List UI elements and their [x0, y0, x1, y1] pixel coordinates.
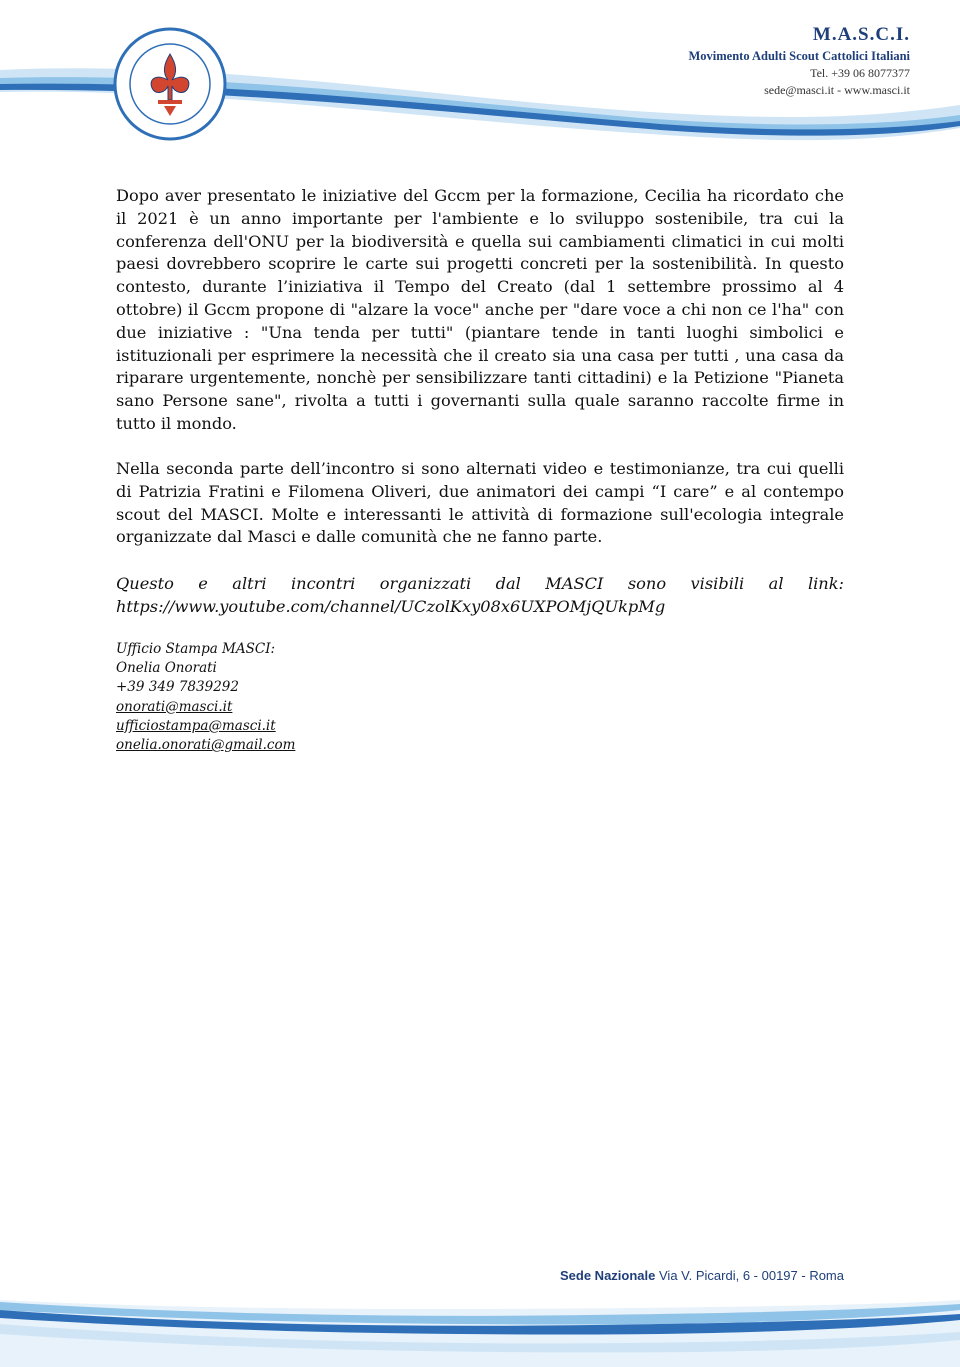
body-paragraph-link[interactable]: Questo e altri incontri organizzati dal MASCI sono visibili al link: https://www.youtube.com/channel/UCzolKxy08x6UXPOMjQUkpMg	[116, 574, 844, 616]
org-name: Movimento Adulti Scout Cattolici Italiani	[688, 49, 910, 63]
org-phone: Tel. +39 06 8077377	[810, 66, 910, 80]
footer-address-text: Via V. Picardi, 6 - 00197 - Roma	[659, 1268, 844, 1283]
footer-label: Sede Nazionale	[560, 1268, 656, 1283]
email-link-1[interactable]: onorati@masci.it	[116, 698, 233, 715]
footer-wave-decoration	[0, 1280, 960, 1367]
email-link-2[interactable]: ufficiostampa@masci.it	[116, 717, 276, 734]
email-link-3[interactable]: onelia.onorati@gmail.com	[116, 737, 296, 754]
press-contact-name: Onelia Onorati	[116, 660, 217, 677]
org-acronym: M.A.S.C.I.	[812, 24, 910, 45]
press-office-label: Ufficio Stampa MASCI:	[116, 641, 276, 657]
press-office-contacts	[116, 640, 295, 755]
press-contact-phone: +39 349 7839292	[116, 679, 239, 696]
body-paragraph-2: Nella seconda parte dell’incontro si sono alternati video e testimonianze, tra cui quelli di Patrizia Fratini e Filomena Oliveri, due animatori dei campi “I care” e al contempo scout del MASCI. Molte e interessanti le attività di formazione sull'ecologia integrale organizzate dal Masci e dalle comunità che ne fanno parte.	[116, 459, 844, 547]
org-contacts[interactable]: sede@masci.it - www.masci.it	[764, 83, 910, 97]
masci-logo	[112, 26, 228, 142]
organization-info	[688, 24, 910, 98]
body-paragraph-1: Dopo aver presentato le iniziative del Gccm per la formazione, Cecilia ha ricordato che il 2021 è un anno importante per l'ambiente e lo sviluppo sostenibile, tra cui la conferenza dell'ONU per la biodiversità e quella sui cambiamenti climatici in cui molti paesi dovrebbero scoprire le carte sui progetti concreti per la sostenibilità. In questo contesto, durante l’iniziativa il Tempo del Creato (dal 1 settembre prossimo al 4 ottobre) il Gccm propone di "alzare la voce" anche per "dare voce a chi non ce l'ha" con due iniziative : "Una tenda per tutti" (piantare tende in tanti luoghi simbolici e istituzionali per esprimere la necessità che il creato sia una casa per tutti , una casa da riparare urgentemente, nonchè per sensibilizzare tanti cittadini) e la Petizione "Pianeta sano Persone sane", rivolta a tutti i governanti sulla quale saranno raccolte firme in tutto il mondo.	[116, 186, 844, 433]
